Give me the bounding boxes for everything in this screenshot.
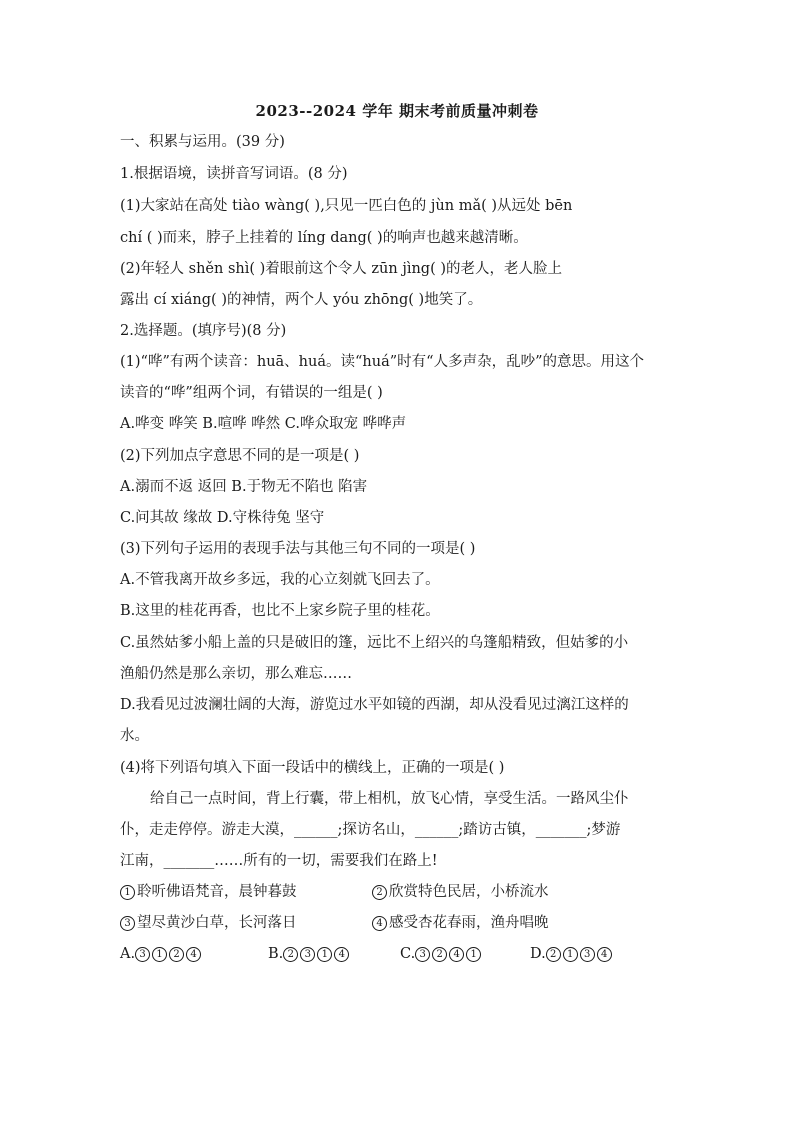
circled-number: 1: [563, 947, 578, 962]
answer-option-b: [268, 944, 351, 964]
circled-number: 3: [415, 947, 430, 962]
section-heading: 一、积累与运用。(39 分): [120, 134, 285, 150]
circled-number: 4: [372, 916, 387, 931]
question-2-part-3-option-c-line-2: 渔船仍然是那么亲切，那么难忘……: [120, 666, 352, 682]
question-2-part-2-options-cd: C.问其故 缘故 D.守株待兔 坚守: [120, 510, 325, 526]
circled-number: 1: [466, 947, 481, 962]
passage-line-3: 江南，_______……所有的一切，需要我们在路上!: [120, 853, 438, 869]
passage-line-2: 仆，走走停停。游走大漠，______;探访名山，______;踏访古镇，_______;梦游: [120, 822, 621, 838]
question-2-part-3-option-d-line-1: D.我看见过波澜壮阔的大海，游览过水平如镜的西湖，却从没看见过漓江这样的: [120, 697, 629, 713]
circled-number: 4: [597, 947, 612, 962]
question-2-part-4-stem: (4)将下列语句填入下面一段话中的横线上，正确的一项是( ): [120, 760, 505, 776]
phrase-text: 望尽黄沙白草，长河落日: [137, 915, 297, 931]
question-2-heading: 2.选择题。(填序号)(8 分): [120, 323, 287, 339]
phrase-item-1: [120, 882, 297, 902]
question-2-part-3-option-b: B.这里的桂花再香，也比不上家乡院子里的桂花。: [120, 603, 440, 619]
question-2-part-1-options: A.哗变 哗笑 B.喧哗 哗然 C.哗众取宠 哗哗声: [120, 416, 407, 432]
circled-number: 1: [120, 885, 135, 900]
question-2-part-2-options-ab: A.溺而不返 返回 B.于物无不陷也 陷害: [120, 479, 368, 495]
question-1-part-2-line-1: (2)年轻人 shěn shì( )着眼前这个令人 zūn jìng( )的老人，老人脸上: [120, 261, 563, 277]
circled-number: 3: [120, 916, 135, 931]
question-2-part-3-option-a: A.不管我离开故乡多远，我的心立刻就飞回去了。: [120, 572, 440, 588]
question-2-part-2-stem: (2)下列加点字意思不同的是一项是( ): [120, 448, 360, 464]
answer-letter: B.: [268, 946, 284, 962]
phrase-item-2: [372, 882, 549, 902]
answer-letter: C.: [400, 946, 416, 962]
passage-line-1: 给自己一点时间，背上行囊，带上相机，放飞心情，享受生活。一路风尘仆: [150, 791, 629, 807]
circled-number: 4: [186, 947, 201, 962]
circled-number: 3: [300, 947, 315, 962]
circled-number: 1: [317, 947, 332, 962]
question-1-part-2-line-2: 露出 cí xiáng( )的神情，两个人 yóu zhōng( )地笑了。: [120, 292, 483, 308]
question-2-part-3-option-c-line-1: C.虽然姑爹小船上盖的只是破旧的篷，远比不上绍兴的乌篷船精致，但姑爹的小: [120, 635, 629, 651]
answer-option-c: [400, 944, 483, 964]
phrase-text: 感受杏花春雨，渔舟唱晚: [389, 915, 549, 931]
circled-number: 2: [546, 947, 561, 962]
circled-number: 3: [135, 947, 150, 962]
phrase-item-3: [120, 913, 297, 933]
question-2-part-1-line-1: (1)“哗”有两个读音：huā、huá。读“huá”时有“人多声杂，乱吵”的意思。用这个: [120, 354, 644, 370]
question-2-part-3-stem: (3)下列句子运用的表现手法与其他三句不同的一项是( ): [120, 541, 476, 557]
answer-option-a: [120, 944, 203, 964]
question-2-part-1-line-2: 读音的“哗”组两个词，有错误的一组是( ): [120, 385, 383, 401]
phrase-text: 欣赏特色民居，小桥流水: [389, 884, 549, 900]
phrase-item-4: [372, 913, 549, 933]
page-title: 2023--2024 学年 期末考前质量冲刺卷: [255, 102, 539, 120]
circled-number: 4: [334, 947, 349, 962]
question-1-heading: 1.根据语境，读拼音写词语。(8 分): [120, 166, 348, 182]
circled-number: 4: [449, 947, 464, 962]
circled-number: 2: [372, 885, 387, 900]
circled-number: 2: [283, 947, 298, 962]
circled-number: 2: [432, 947, 447, 962]
circled-number: 1: [152, 947, 167, 962]
answer-option-d: [530, 944, 614, 964]
circled-number: 2: [169, 947, 184, 962]
answer-letter: D.: [530, 946, 546, 962]
question-1-part-1-line-2: chí ( )而来，脖子上挂着的 líng dang( )的响声也越来越清晰。: [120, 230, 528, 246]
question-2-part-3-option-d-line-2: 水。: [120, 728, 149, 744]
circled-number: 3: [580, 947, 595, 962]
answer-letter: A.: [120, 946, 136, 962]
question-1-part-1-line-1: (1)大家站在高处 tiào wàng( ),只见一匹白色的 jùn mǎ( )从远处 bēn: [120, 198, 573, 214]
phrase-text: 聆听佛语梵音，晨钟暮鼓: [137, 884, 297, 900]
